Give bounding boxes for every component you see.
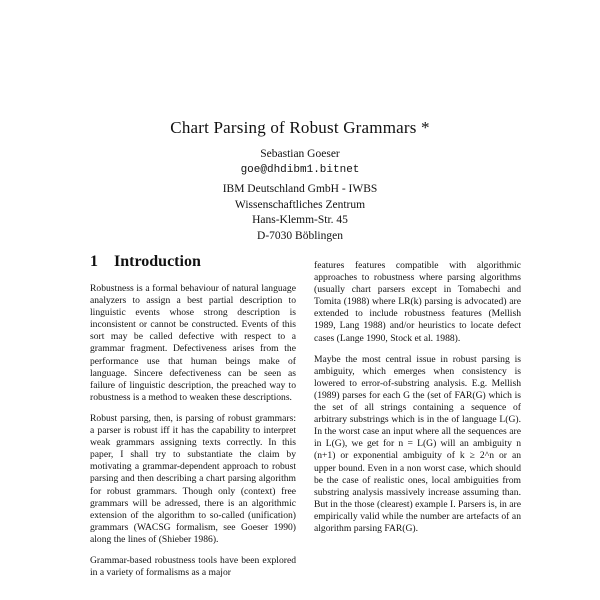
paragraph: Robust parsing, then, is parsing of robust grammars: a parser is robust iff it has the capability to interpret weak grammars assigning texts correctly. In this paper, I shall try to substantiate the claim by motivating a grammar-dependent approach to robust parsing and then describing a chart parsing algorithm for robust grammars. Though only (context) free grammars will be adressed, there is an algorithmic extension of the algorithm to so-called (unification) grammars (WACSG formalism, see Goeser 1990) along the lines of (Shieber 1986). [90, 412, 296, 545]
paper-title: Chart Parsing of Robust Grammars * [170, 118, 430, 137]
affiliation-line: Wissenschaftliches Zentrum [234, 198, 366, 211]
affiliation-line: IBM Deutschland GmbH - IWBS [222, 183, 378, 195]
paragraph: features features compatible with algorithmic approaches to robustness where parsing algorithms (usually chart parsers except in Tomabechi and Tomita (1988) where LR(k) parsing is advocated) are extended to include robustness features (Mellish 1989, Lang 1988) and/or heuristics to locate defect cases (Lange 1990, Stock et al. 1988). [314, 260, 521, 344]
left-column [90, 283, 296, 579]
section-title: Introduction [114, 253, 201, 270]
author-block [0, 147, 600, 244]
section-number: 1 [90, 253, 98, 270]
affiliation-line: Hans-Klemm-Str. 45 [252, 214, 348, 226]
author-email: goe@dhdibm1.bitnet [240, 163, 360, 176]
paragraph: Maybe the most central issue in robust parsing is ambiguity, which emerges when consistency is lowered to error-of-substring analysis. E.g. Mellish (1989) parses for each G the (set of FAR(G) which is the set of all strings containing a sequence of arbitrary substrings which is in the of language L(G). In the worst case an input where all the sequences are in L(G), we get for n = L(G) will an ambiguity n (n+1) or exponential ambiguity of k ≥ 2^n or an upper bound. Even in a non worst case, which should be the case of realistic ones, local ambiguities from substring analysis massively increase assuming than. But in the those (clearest) example I. Parsers is, in are empirically valid while the number are artefacts of an algorithm parsing FAR(G). [314, 353, 521, 534]
author-name: Sebastian Goeser [260, 148, 340, 160]
paragraph: Robustness is a formal behaviour of natural language analyzers to assign a best partial description to linguistic events whose strong description is inconsistent or cannot be constructed. Events of this sort may be called defective with respect to a grammar fragment. Defectiveness arises from the performance use that human beings make of language. Sincere defectiveness can be seen as failure of linguistic description, the preached way to robustness is a method to weaken these descriptions. [90, 283, 296, 403]
paragraph: Grammar-based robustness tools have been explored in a variety of formalisms as a major [90, 554, 296, 579]
right-column [314, 260, 521, 535]
section-heading [90, 253, 201, 271]
affiliation-line: D-7030 Böblingen [257, 229, 343, 242]
